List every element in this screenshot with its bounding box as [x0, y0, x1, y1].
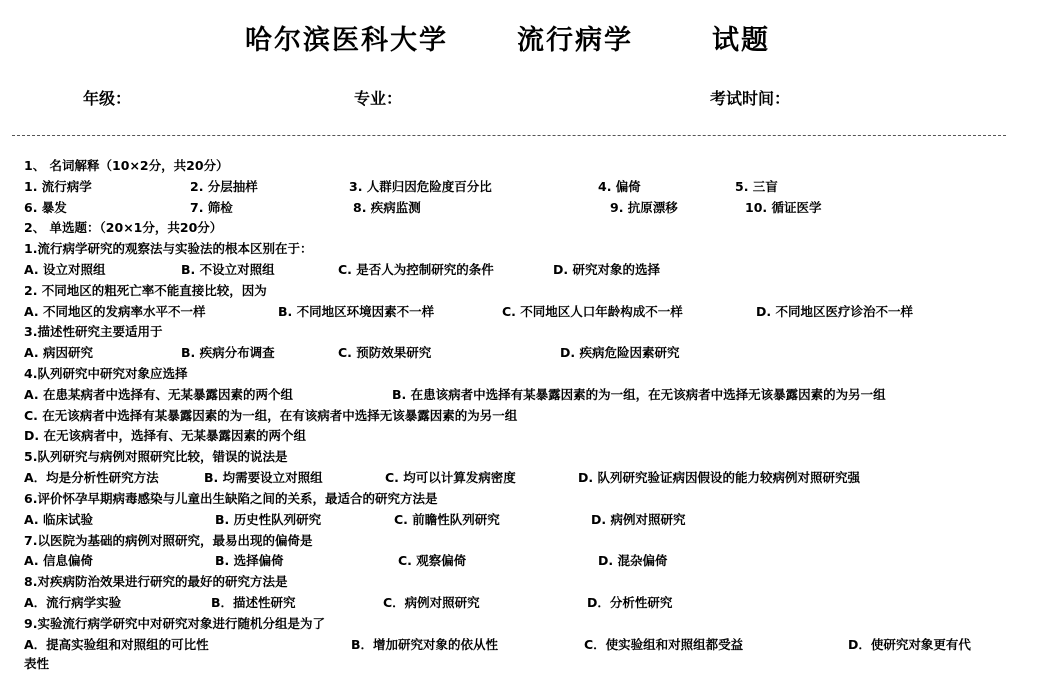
- exam-title: [0, 18, 1044, 58]
- question-stem: 5.队列研究与病例对照研究比较，错误的说法是: [24, 449, 288, 464]
- option: B. 疾病分布调查: [181, 345, 275, 360]
- option: B．增加研究对象的依从性: [351, 637, 499, 652]
- option: D．使研究对象更有代: [848, 637, 971, 652]
- exam-kind: 试题: [712, 25, 770, 56]
- section-2-heading: 2、 单选题：（20×1分，共20分）: [24, 220, 223, 235]
- section-1-heading: 1、 名词解释（10×2分，共20分）: [24, 158, 229, 173]
- options-row: [24, 635, 1020, 655]
- term-item: 6. 暴发: [24, 200, 67, 215]
- options-row: [24, 593, 1004, 613]
- option: B. 选择偏倚: [215, 553, 284, 568]
- term-item: 3. 人群归因危险度百分比: [349, 179, 492, 194]
- option: B. 均需要设立对照组: [204, 470, 323, 485]
- option: D．分析性研究: [587, 595, 673, 610]
- option: B. 历史性队列研究: [215, 512, 322, 527]
- option: C．病例对照研究: [383, 595, 480, 610]
- option: D. 队列研究验证病因假设的能力较病例对照研究强: [578, 470, 860, 485]
- term-item: 9. 抗原漂移: [610, 200, 678, 215]
- grade-label: 年级：: [83, 89, 132, 108]
- option: C. 观察偏倚: [398, 553, 467, 568]
- option: A．流行病学实验: [24, 595, 122, 610]
- option: A. 设立对照组: [24, 262, 106, 277]
- option: C．使实验组和对照组都受益: [584, 637, 744, 652]
- question-stem: 1.流行病学研究的观察法与实验法的根本区别在于：: [24, 241, 313, 256]
- option: D. 不同地区医疗诊治不一样: [756, 304, 913, 319]
- option: C. 预防效果研究: [338, 345, 432, 360]
- option: D. 疾病危险因素研究: [560, 345, 680, 360]
- course-name: 流行病学: [517, 25, 633, 56]
- question-stem: 3.描述性研究主要适用于: [24, 324, 163, 339]
- term-row-2: [24, 198, 1004, 218]
- question-stem: 4.队列研究中研究对象应选择: [24, 366, 188, 381]
- option: C. 在无该病者中选择有某暴露因素的为一组，在有该病者中选择无该暴露因素的为另一组: [24, 408, 518, 423]
- option: B. 在患该病者中选择有某暴露因素的为一组，在无该病者中选择无该暴露因素的为另一组: [392, 387, 886, 402]
- exam-time-label: 考试时间：: [710, 89, 791, 108]
- options-row: [24, 260, 1004, 280]
- option: B. 不设立对照组: [181, 262, 275, 277]
- options-row: [24, 551, 1004, 571]
- school-name: 哈尔滨医科大学: [245, 25, 448, 56]
- term-item: 8. 疾病监测: [353, 200, 421, 215]
- option: A．均是分析性研究方法: [24, 470, 159, 485]
- question-stem: 9.实验流行病学研究中对研究对象进行随机分组是为了: [24, 616, 325, 631]
- option: A. 不同地区的发病率水平不一样: [24, 304, 206, 319]
- question-stem: 8.对疾病防治效果进行研究的最好的研究方法是: [24, 574, 288, 589]
- term-item: 4. 偏倚: [598, 179, 641, 194]
- term-row-1: [24, 177, 1004, 197]
- option-continuation: 表性: [24, 656, 50, 671]
- options-row: [24, 302, 1014, 322]
- question-stem: 7.以医院为基础的病例对照研究，最易出现的偏倚是: [24, 533, 313, 548]
- question-stem: 6.评价怀孕早期病毒感染与儿童出生缺陷之间的关系，最适合的研究方法是: [24, 491, 438, 506]
- option: B．描述性研究: [211, 595, 296, 610]
- options-row: [24, 468, 1014, 488]
- option: C. 是否人为控制研究的条件: [338, 262, 494, 277]
- term-item: 1. 流行病学: [24, 179, 92, 194]
- option: C. 前瞻性队列研究: [394, 512, 500, 527]
- option: D. 研究对象的选择: [553, 262, 660, 277]
- dashed-divider: [12, 135, 1006, 136]
- option: C. 不同地区人口年龄构成不一样: [502, 304, 683, 319]
- term-item: 10. 循证医学: [745, 200, 822, 215]
- option: B. 不同地区环境因素不一样: [278, 304, 435, 319]
- options-row: [24, 385, 1014, 405]
- option: A. 病因研究: [24, 345, 94, 360]
- option: D. 病例对照研究: [591, 512, 686, 527]
- option: A．提高实验组和对照组的可比性: [24, 637, 209, 652]
- term-item: 5. 三盲: [735, 179, 778, 194]
- option: D. 混杂偏倚: [598, 553, 668, 568]
- option: D. 在无该病者中，选择有、无某暴露因素的两个组: [24, 428, 306, 443]
- term-item: 7. 筛检: [190, 200, 233, 215]
- options-row: [24, 343, 1004, 363]
- term-item: 2. 分层抽样: [190, 179, 258, 194]
- option: A. 临床试验: [24, 512, 94, 527]
- option: A. 信息偏倚: [24, 553, 94, 568]
- option: A. 在患某病者中选择有、无某暴露因素的两个组: [24, 387, 294, 402]
- question-stem: 2. 不同地区的粗死亡率不能直接比较，因为: [24, 283, 267, 298]
- option: C. 均可以计算发病密度: [385, 470, 516, 485]
- options-row: [24, 510, 1004, 530]
- major-label: 专业：: [354, 89, 403, 108]
